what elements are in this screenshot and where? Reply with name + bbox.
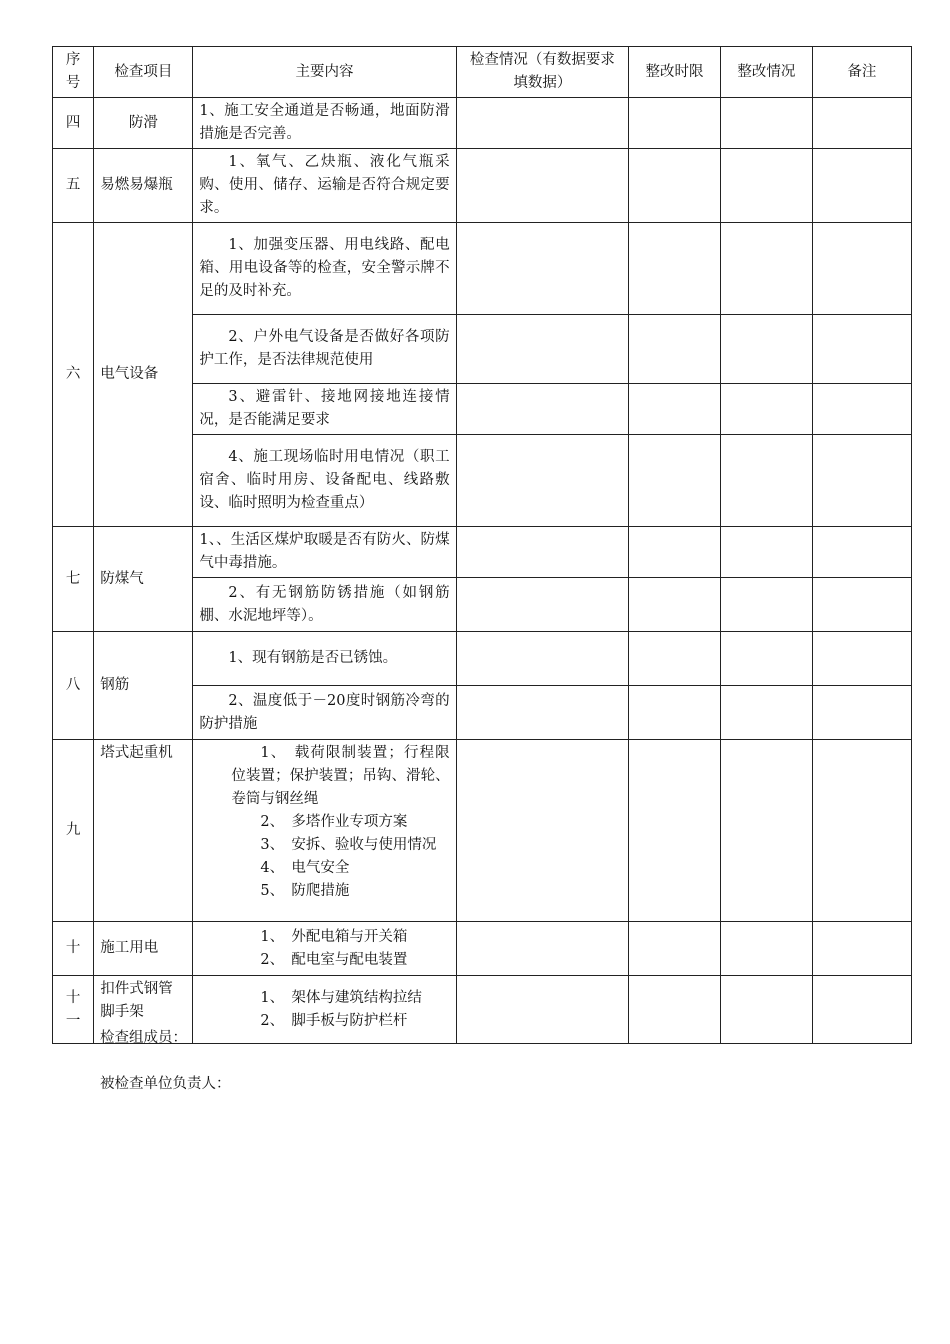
- section-item: 电气设备: [94, 223, 193, 527]
- status-cell[interactable]: [720, 740, 812, 922]
- content-cell: 2、有无钢筋防锈措施（如钢筋棚、水泥地坪等）。: [193, 578, 456, 632]
- header-item: 检查项目: [94, 47, 193, 98]
- check-cell[interactable]: [456, 976, 628, 1044]
- content-cell: [193, 976, 456, 1044]
- table-row: [53, 98, 912, 149]
- deadline-cell[interactable]: [629, 384, 721, 435]
- header-check: 检查情况（有数据要求填数据）: [456, 47, 628, 98]
- deadline-cell[interactable]: [629, 922, 721, 976]
- note-cell[interactable]: [812, 922, 911, 976]
- table-header-row: [53, 47, 912, 98]
- table-row: [53, 527, 912, 578]
- section-no: 十: [53, 922, 94, 976]
- status-cell[interactable]: [720, 922, 812, 976]
- section-item: 塔式起重机: [94, 740, 193, 922]
- check-cell[interactable]: [456, 315, 628, 384]
- note-cell[interactable]: [812, 149, 911, 223]
- section-no: 七: [53, 527, 94, 632]
- header-content: 主要内容: [193, 47, 456, 98]
- content-cell: 2、户外电气设备是否做好各项防护工作，是否法律规范使用: [193, 315, 456, 384]
- section-item: 施工用电: [94, 922, 193, 976]
- inspection-members-label: 检查组成员：: [100, 1030, 187, 1046]
- deadline-cell[interactable]: [629, 98, 721, 149]
- status-cell[interactable]: [720, 632, 812, 686]
- note-cell[interactable]: [812, 98, 911, 149]
- content-line: 2、 配电室与配电装置: [260, 951, 408, 968]
- check-cell[interactable]: [456, 384, 628, 435]
- note-cell[interactable]: [812, 578, 911, 632]
- deadline-cell[interactable]: [629, 527, 721, 578]
- deadline-cell[interactable]: [629, 578, 721, 632]
- content-line: 2、 多塔作业专项方案: [260, 814, 408, 830]
- status-cell[interactable]: [720, 527, 812, 578]
- deadline-cell[interactable]: [629, 435, 721, 527]
- check-cell[interactable]: [456, 632, 628, 686]
- status-cell[interactable]: [720, 384, 812, 435]
- note-cell[interactable]: [812, 976, 911, 1044]
- section-no: 四: [53, 98, 94, 149]
- check-cell[interactable]: [456, 435, 628, 527]
- section-no: 六: [53, 223, 94, 527]
- note-cell[interactable]: [812, 632, 911, 686]
- note-cell[interactable]: [812, 315, 911, 384]
- check-cell[interactable]: [456, 149, 628, 223]
- content-cell: 1、加强变压器、用电线路、配电箱、用电设备等的检查，安全警示牌不足的及时补充。: [193, 223, 456, 315]
- check-cell[interactable]: [456, 98, 628, 149]
- check-cell[interactable]: [456, 740, 628, 922]
- note-cell[interactable]: [812, 527, 911, 578]
- section-item: 易燃易爆瓶: [94, 149, 193, 223]
- deadline-cell[interactable]: [629, 976, 721, 1044]
- status-cell[interactable]: [720, 315, 812, 384]
- deadline-cell[interactable]: [629, 632, 721, 686]
- content-cell: [193, 740, 456, 922]
- table-row: [53, 149, 912, 223]
- section-item: 防滑: [94, 98, 193, 149]
- content-cell: 2、温度低于－20度时钢筋冷弯的防护措施: [193, 686, 456, 740]
- content-cell: [193, 922, 456, 976]
- section-item: 扣件式钢管脚手架: [94, 976, 193, 1044]
- note-cell[interactable]: [812, 740, 911, 922]
- header-no: 序号: [53, 47, 94, 98]
- responsible-person-label: 被检查单位负责人：: [100, 1076, 231, 1092]
- content-cell: 3、避雷针、接地网接地连接情况，是否能满足要求: [193, 384, 456, 435]
- deadline-cell[interactable]: [629, 686, 721, 740]
- deadline-cell[interactable]: [629, 740, 721, 922]
- check-cell[interactable]: [456, 223, 628, 315]
- content-cell: 1、现有钢筋是否已锈蚀。: [193, 632, 456, 686]
- note-cell[interactable]: [812, 686, 911, 740]
- content-line: 2、 脚手板与防护栏杆: [260, 1012, 408, 1029]
- header-note: 备注: [812, 47, 911, 98]
- section-item: 钢筋: [94, 632, 193, 740]
- check-cell[interactable]: [456, 578, 628, 632]
- check-cell[interactable]: [456, 922, 628, 976]
- content-cell: 1、施工安全通道是否畅通，地面防滑措施是否完善。: [193, 98, 456, 149]
- content-line: 1、 架体与建筑结构拉结: [260, 989, 422, 1006]
- content-line: 1、 外配电箱与开关箱: [260, 928, 408, 945]
- status-cell[interactable]: [720, 98, 812, 149]
- status-cell[interactable]: [720, 149, 812, 223]
- header-status: 整改情况: [720, 47, 812, 98]
- check-cell[interactable]: [456, 686, 628, 740]
- section-no: 八: [53, 632, 94, 740]
- content-cell: 4、施工现场临时用电情况（职工宿舍、临时用房、设备配电、线路敷设、临时照明为检查重点）: [193, 435, 456, 527]
- deadline-cell[interactable]: [629, 315, 721, 384]
- status-cell[interactable]: [720, 578, 812, 632]
- content-line: 4、 电气安全: [260, 860, 350, 876]
- status-cell[interactable]: [720, 976, 812, 1044]
- content-cell: 1、氧气、乙炔瓶、液化气瓶采购、使用、储存、运输是否符合规定要求。: [193, 149, 456, 223]
- table-row: [53, 922, 912, 976]
- table-row: [53, 632, 912, 686]
- deadline-cell[interactable]: [629, 223, 721, 315]
- header-deadline: 整改时限: [629, 47, 721, 98]
- status-cell[interactable]: [720, 435, 812, 527]
- deadline-cell[interactable]: [629, 149, 721, 223]
- inspection-table: [52, 46, 912, 1044]
- content-line: 5、 防爬措施: [260, 883, 350, 899]
- note-cell[interactable]: [812, 384, 911, 435]
- section-no: 五: [53, 149, 94, 223]
- status-cell[interactable]: [720, 223, 812, 315]
- note-cell[interactable]: [812, 435, 911, 527]
- content-line: 1、 载荷限制装置；行程限位装置；保护装置；吊钩、滑轮、卷筒与钢丝绳: [231, 745, 450, 807]
- section-no: 九: [53, 740, 94, 922]
- content-line: 3、 安拆、验收与使用情况: [260, 837, 437, 853]
- status-cell[interactable]: [720, 686, 812, 740]
- table-row: [53, 740, 912, 922]
- content-cell: 1、、生活区煤炉取暖是否有防火、防煤气中毒措施。: [193, 527, 456, 578]
- note-cell[interactable]: [812, 223, 911, 315]
- section-item: 防煤气: [94, 527, 193, 632]
- check-cell[interactable]: [456, 527, 628, 578]
- table-row: [53, 223, 912, 315]
- section-no: 十一: [53, 976, 94, 1044]
